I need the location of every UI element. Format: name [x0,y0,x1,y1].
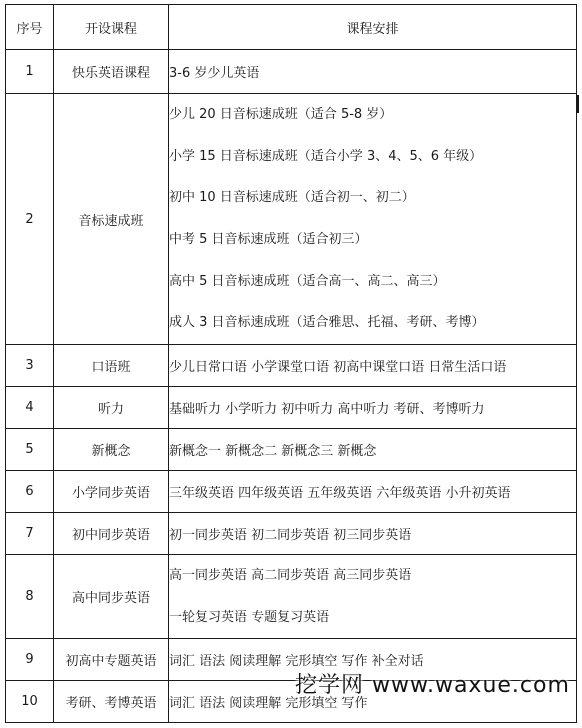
row-number: 9 [6,639,54,681]
plan-line: 词汇 语法 阅读理解 完形填空 写作 [169,696,368,712]
table-row [6,471,577,513]
plan-line: 高一同步英语 高二同步英语 高三同步英语 [169,568,412,583]
plan-line: 高中 5 日音标速成班（适合高一、高二、高三） [169,273,446,289]
table-row [6,555,577,639]
row-number: 8 [6,555,54,639]
row-number: 5 [6,429,54,471]
plan-line: 中考 5 日音标速成班（适合初三） [169,232,368,247]
plan-line: 初一同步英语 初二同步英语 初三同步英语 [169,528,412,543]
watermark: 挖学网 www.waxue.com [295,673,570,698]
edge-mark [577,95,579,113]
row-number: 1 [6,50,54,94]
table-row [6,50,577,94]
course-schedule-table [5,4,577,723]
plan-line: 新概念一 新概念二 新概念三 新概念 [169,444,377,459]
table-row [6,345,577,387]
course-plan [169,429,577,471]
plan-line: 词汇 语法 阅读理解 完形填空 写作 补全对话 [169,654,424,670]
course-plan [169,471,577,513]
course-name: 口语班 [54,345,169,387]
header-no: 序号 [6,5,54,50]
plan-line: 三年级英语 四年级英语 五年级英语 六年级英语 小升初英语 [169,486,511,501]
row-number: 3 [6,345,54,387]
row-number: 2 [6,94,54,345]
plan-line: 基础听力 小学听力 初中听力 高中听力 考研、考博听力 [169,402,485,417]
course-name: 小学同步英语 [54,471,169,513]
course-name: 高中同步英语 [54,555,169,639]
row-number: 6 [6,471,54,513]
course-name: 听力 [54,387,169,429]
course-plan [169,345,577,387]
header-plan: 课程安排 [169,5,577,50]
table-row [6,94,577,345]
row-number: 7 [6,513,54,555]
plan-line: 3-6 岁少儿英语 [169,66,260,81]
course-name: 新概念 [54,429,169,471]
row-number: 10 [6,681,54,723]
plan-line: 一轮复习英语 专题复习英语 [169,609,330,625]
course-plan [169,50,577,94]
course-plan [169,513,577,555]
course-name: 音标速成班 [54,94,169,345]
plan-line: 少儿 20 日音标速成班（适合 5-8 岁） [169,107,393,123]
table-row [6,429,577,471]
plan-line: 小学 15 日音标速成班（适合小学 3、4、5、6 年级） [169,148,483,164]
course-plan [169,555,577,639]
course-plan [169,387,577,429]
header-course: 开设课程 [54,5,169,50]
plan-line: 少儿日常口语 小学课堂口语 初高中课堂口语 日常生活口语 [169,360,507,375]
course-name: 初高中专题英语 [54,639,169,681]
table-row [6,387,577,429]
plan-line: 成人 3 日音标速成班（适合雅思、托福、考研、考博） [169,315,485,331]
table-header-row [6,5,577,50]
table-row [6,513,577,555]
course-plan [169,94,577,345]
plan-line: 初中 10 日音标速成班（适合初一、初二） [169,190,415,206]
course-name: 初中同步英语 [54,513,169,555]
row-number: 4 [6,387,54,429]
course-name: 考研、考博英语 [54,681,169,723]
course-name: 快乐英语课程 [54,50,169,94]
